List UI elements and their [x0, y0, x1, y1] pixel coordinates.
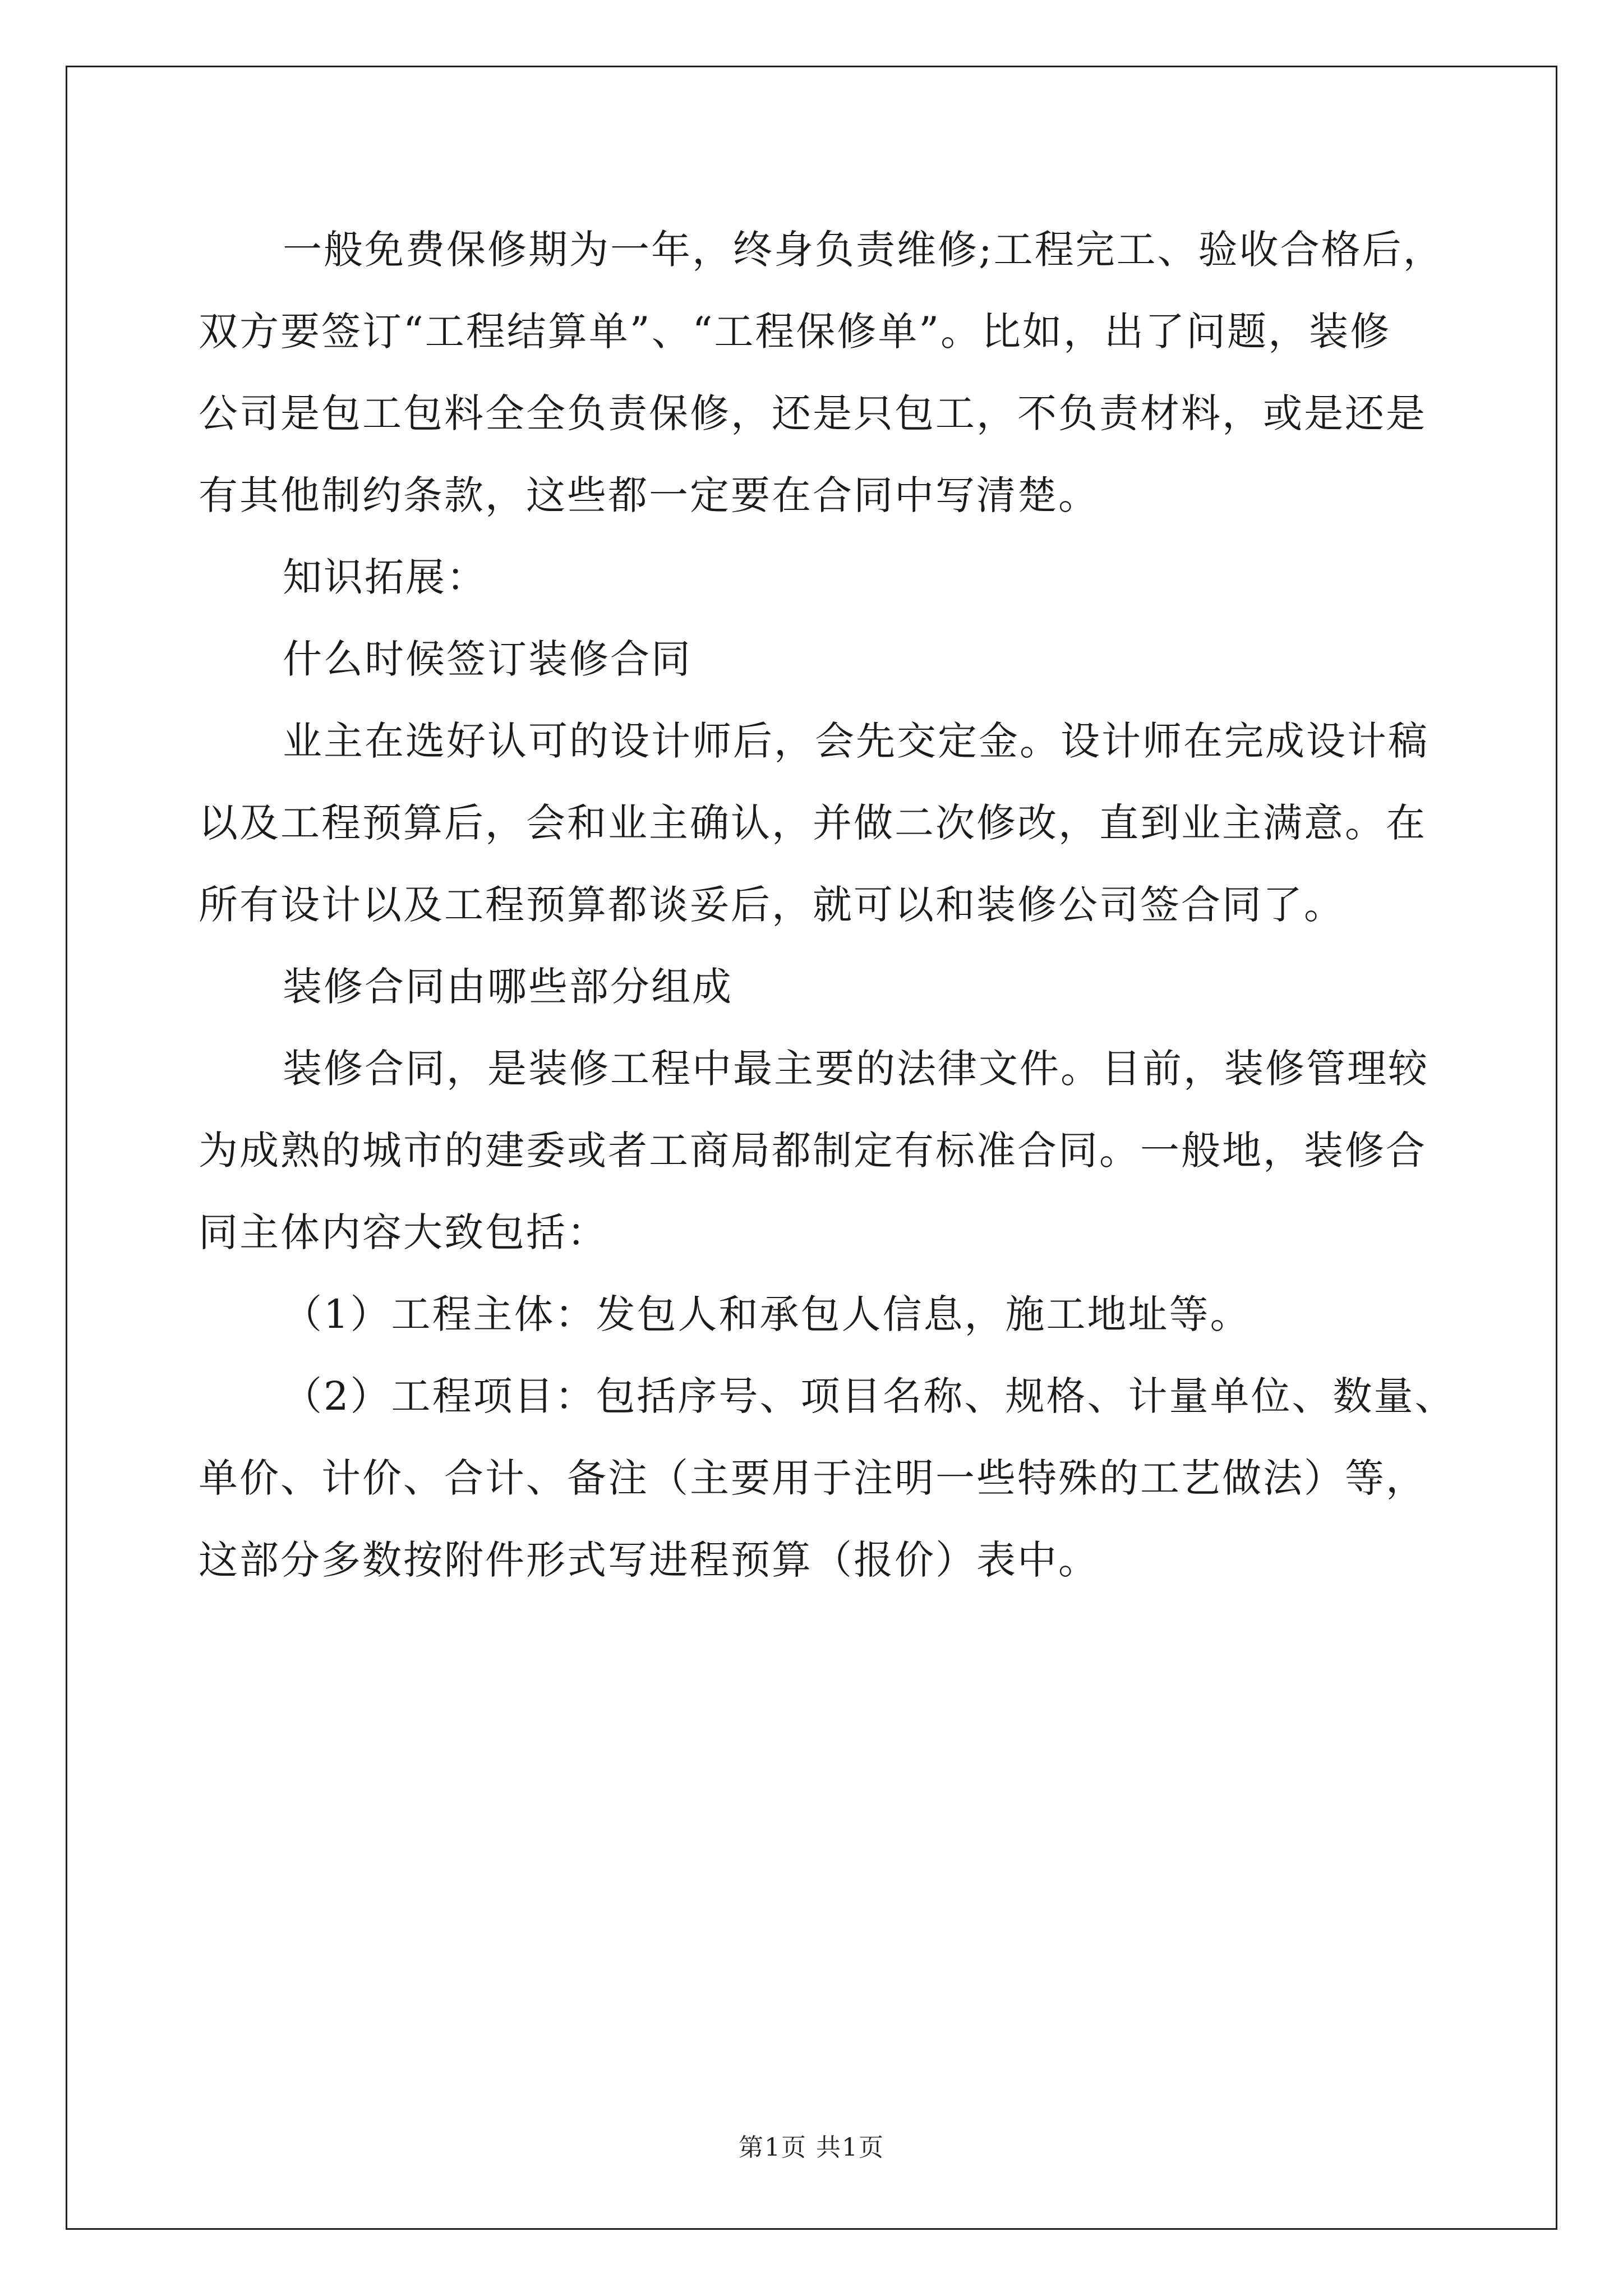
- text-line: 双方要签订“工程结算单”、“工程保修单”。比如，出了问题，装修: [199, 309, 1391, 355]
- text-line: 公司是包工包料全全负责保修，还是只包工，不负责材料，或是还是: [199, 390, 1427, 436]
- section-heading-when-sign: [199, 618, 1432, 700]
- text-line: 为成熟的城市的建委或者工商局都制定有标准合同。一般地，装修合: [199, 1128, 1427, 1174]
- text-line: 装修合同，是装修工程中最主要的法律文件。目前，装修管理较: [283, 1046, 1429, 1092]
- text-line: 业主在选好认可的设计师后，会先交定金。设计师在完成设计稿: [283, 718, 1429, 764]
- list-item-project-subject: [199, 1273, 1432, 1355]
- paragraph-warranty: [199, 209, 1444, 536]
- section-heading-composition: [199, 946, 1432, 1028]
- text-line: 有其他制约条款，这些都一定要在合同中写清楚。: [199, 472, 1099, 518]
- text-line: 一般免费保修期为一年，终身负责维修;工程完工、验收合格后，: [283, 227, 1444, 273]
- document-body: [199, 209, 1456, 1601]
- paragraph-composition: [199, 1028, 1432, 1273]
- section-heading-knowledge: [199, 536, 1432, 618]
- paragraph-when-sign: [199, 700, 1432, 946]
- text-line: 这部分多数按附件形式写进程预算（报价）表中。: [199, 1537, 1099, 1583]
- text-line: 单价、计价、合计、备注（主要用于注明一些特殊的工艺做法）等，: [199, 1455, 1427, 1501]
- text-line: 以及工程预算后，会和业主确认，并做二次修改，直到业主满意。在: [199, 800, 1427, 846]
- text-line: 知识拓展：: [283, 554, 487, 600]
- text-line: 所有设计以及工程预算都谈妥后，就可以和装修公司签合同了。: [199, 882, 1345, 928]
- text-line: 什么时候签订装修合同: [283, 636, 692, 682]
- list-item-project-items: [199, 1355, 1456, 1601]
- text-line: （2）工程项目：包括序号、项目名称、规格、计量单位、数量、: [283, 1373, 1456, 1419]
- text-line: 同主体内容大致包括：: [199, 1209, 608, 1255]
- text-line: 装修合同由哪些部分组成: [283, 964, 733, 1010]
- page-number-footer: 第1页 共1页: [739, 2133, 884, 2162]
- text-line: （1）工程主体：发包人和承包人信息，施工地址等。: [283, 1291, 1251, 1337]
